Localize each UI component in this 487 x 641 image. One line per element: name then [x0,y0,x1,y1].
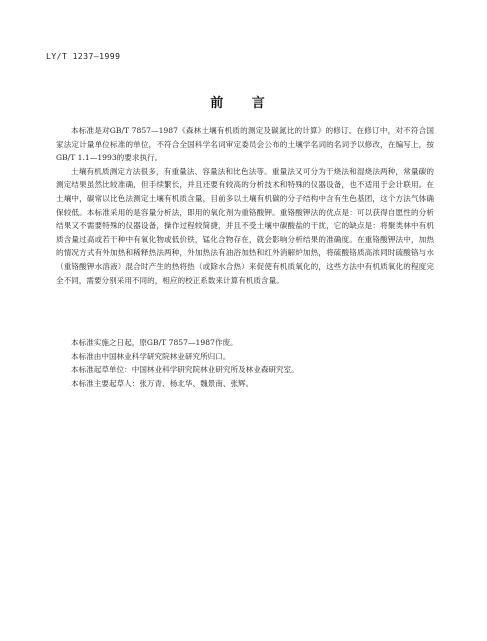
foreword-body [56,124,434,287]
note-line: 本标准由中国林业科学研究院林业研究所归口。 [71,351,231,361]
paragraph: 本标准是对GB/T 7857—1987《森林土壤有机质的测定及碳氮比的计算》的修订。在修订中，对不符合国家法定计量单位标准的单位，不符合全国科学名词审定委员会公布的土壤学名词的名词予以修改，在编写上，按GB/T 1.1—1993的要求执行。 [56,126,434,163]
paragraph: 土壤有机质测定方法很多，有重量法、容量法和比色法等。重量法又可分为干烧法和湿烧法两种，常量碳的测定结果虽然比较准确，但手续繁长，并且还要有较高的分析技术和特殊的仪器设备，也不适用于会计联用。在土壤中，碳常以比色法测定土壤有机质含量，目前多以土壤有机碳的分子结构中含有生色基团，这个方法气体确保较低。本标准采用的是容量分析法，即用的氧化剂为重铬酸钾。重铬酸钾法的优点是：可以获得自愿性的分析结果又不需要特殊的仪器设备，操作过程较简捷，并且不受土壤中碳酸盐的干扰，它的缺点是：将聚类林中有机质含量过高或若干种中有氧化物或低价铁，锰化合物存在，就会影响分析结果的准确度。在重铬酸钾法中，加热的情况方式有外加热和稀释热法两种，外加热法有油浴加热和红外消解炉加热，将硫酸铬质高浓同时硫酸铬与水（重铬酸钾水溶液）混合时产生的热将热（或除水合热）来促使有机质氧化的，这些方法中有机质氧化的程度完全不同，需要分别采用不同的，相应的校正系数来计算有机质含量。 [56,166,434,285]
note-line: 本标准实施之日起，原GB/T 7857—1987作废。 [71,338,238,347]
page-title: 前 言 [210,96,277,111]
foreword-notes [56,336,434,390]
note-line: 本标准主要起草人：张万青、杨北华、魏景南、张辉。 [71,378,254,388]
standard-code: LY/T 1237—1999 [46,52,121,61]
note-line: 本标准起草单位：中国林业科学研究院林业研究所及林业森研究室。 [71,365,299,375]
